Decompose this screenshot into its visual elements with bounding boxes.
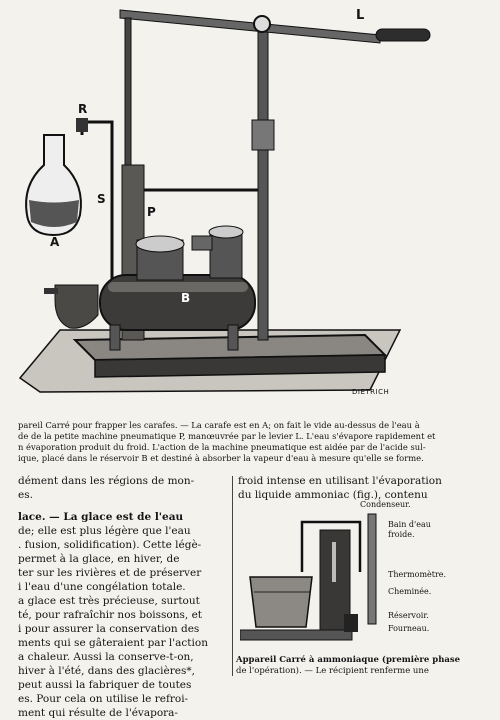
text-line: ment qui résulte de l'évapora-: [18, 707, 178, 719]
lever-pivot: [254, 16, 270, 32]
text-line: froid intense en utilisant l'évaporation: [238, 475, 442, 487]
foot-left: [110, 325, 120, 350]
thermometer: [332, 542, 336, 582]
caption-line: pareil Carré pour frapper les carafes. — La carafe est en A; on fait le vide au-dessus de l'eau à: [18, 420, 420, 430]
furnace-base: [240, 630, 352, 640]
label-p: P: [147, 205, 156, 219]
caption-line: ique, placé dans le réservoir B et destiné à absorber la vapeur d'eau à mesure qu'elle se forme.: [18, 453, 424, 463]
text-line: du liquide ammoniac (fig.), contenu: [238, 489, 428, 501]
text-line: ments qui se gâteraient par l'action: [18, 637, 208, 649]
caption-line: n évaporation produit du froid. L'action de la machine pneumatique est aidée par de l'acide sul-: [18, 442, 426, 452]
text-line: permet à la glace, en hiver, de: [18, 553, 180, 565]
stopcock-r: [76, 118, 88, 132]
inlet-pot: [55, 285, 98, 328]
text-spacer: [18, 502, 228, 510]
label-fourneau: Fourneau.: [388, 624, 430, 633]
text-line: hiver à l'été, dans des glacières*,: [18, 665, 195, 677]
label-a: A: [50, 235, 60, 249]
side-valve: [192, 236, 212, 250]
text-line: a glace est très précieuse, surtout: [18, 595, 200, 607]
post-collar: [252, 120, 274, 150]
neck-right-rim: [209, 226, 243, 238]
entry-heading-glace: lace. — La glace est de l'eau: [18, 511, 184, 523]
lever-handle: [376, 29, 430, 41]
caption-line: de l'opération). — Le récipient renferme une: [236, 666, 429, 676]
label-b: B: [181, 291, 191, 305]
engraver-signature: DIETRICH: [352, 388, 390, 396]
text-line: de; elle est plus légère que l'eau: [18, 525, 191, 537]
furnace-grate: [344, 614, 358, 632]
condenser-tube: [368, 514, 376, 624]
text-line: dément dans les régions de mon-: [18, 475, 195, 487]
carafe-water: [29, 200, 79, 227]
right-column-text: [238, 474, 496, 502]
label-reservoir: Réservoir.: [388, 611, 429, 620]
inlet-spout: [44, 288, 58, 294]
label-s: S: [97, 192, 106, 206]
text-line: i l'eau d'une congélation totale.: [18, 581, 186, 593]
caption-line: Appareil Carré à ammoniaque (première phase: [236, 655, 461, 665]
pump-rod: [125, 18, 131, 178]
neck-left-rim: [136, 236, 184, 252]
label-thermometre: Thermomètre.: [388, 570, 447, 579]
bath-vessel: [250, 577, 312, 627]
caption-line: de de la petite machine pneumatique P, manœuvrée par le levier L. L'eau s'évapore rapidement et: [18, 431, 436, 441]
right-post: [258, 18, 268, 340]
label-l: L: [356, 8, 365, 23]
text-line: té, pour rafraîchir nos boissons, et: [18, 609, 203, 621]
column-divider: [232, 476, 233, 676]
text-line: i pour assurer la conservation des: [18, 623, 200, 635]
foot-right: [228, 325, 238, 350]
reservoir-highlight: [108, 282, 248, 292]
text-line: . fusion, solidification). Cette légè-: [18, 539, 202, 551]
left-column-text: [18, 474, 228, 720]
label-bain-eau-froide: Bain d'eau froide.: [388, 520, 431, 539]
ammonia-apparatus-figure: [240, 502, 390, 652]
label-cheminee: Cheminée.: [388, 587, 432, 596]
text-line: es. Pour cela on utilise le refroi-: [18, 693, 189, 705]
label-r: R: [78, 102, 88, 116]
text-line: ter sur les rivières et de préserver: [18, 567, 202, 579]
text-line: es.: [18, 489, 33, 501]
lever-bar: [120, 10, 380, 43]
text-line: a chaleur. Aussi la conserve-t-on,: [18, 651, 194, 663]
label-condenseur: Condenseur.: [360, 500, 411, 509]
right-figure-caption: [236, 655, 498, 677]
text-line: peut aussi la fabriquer de toutes: [18, 679, 192, 691]
